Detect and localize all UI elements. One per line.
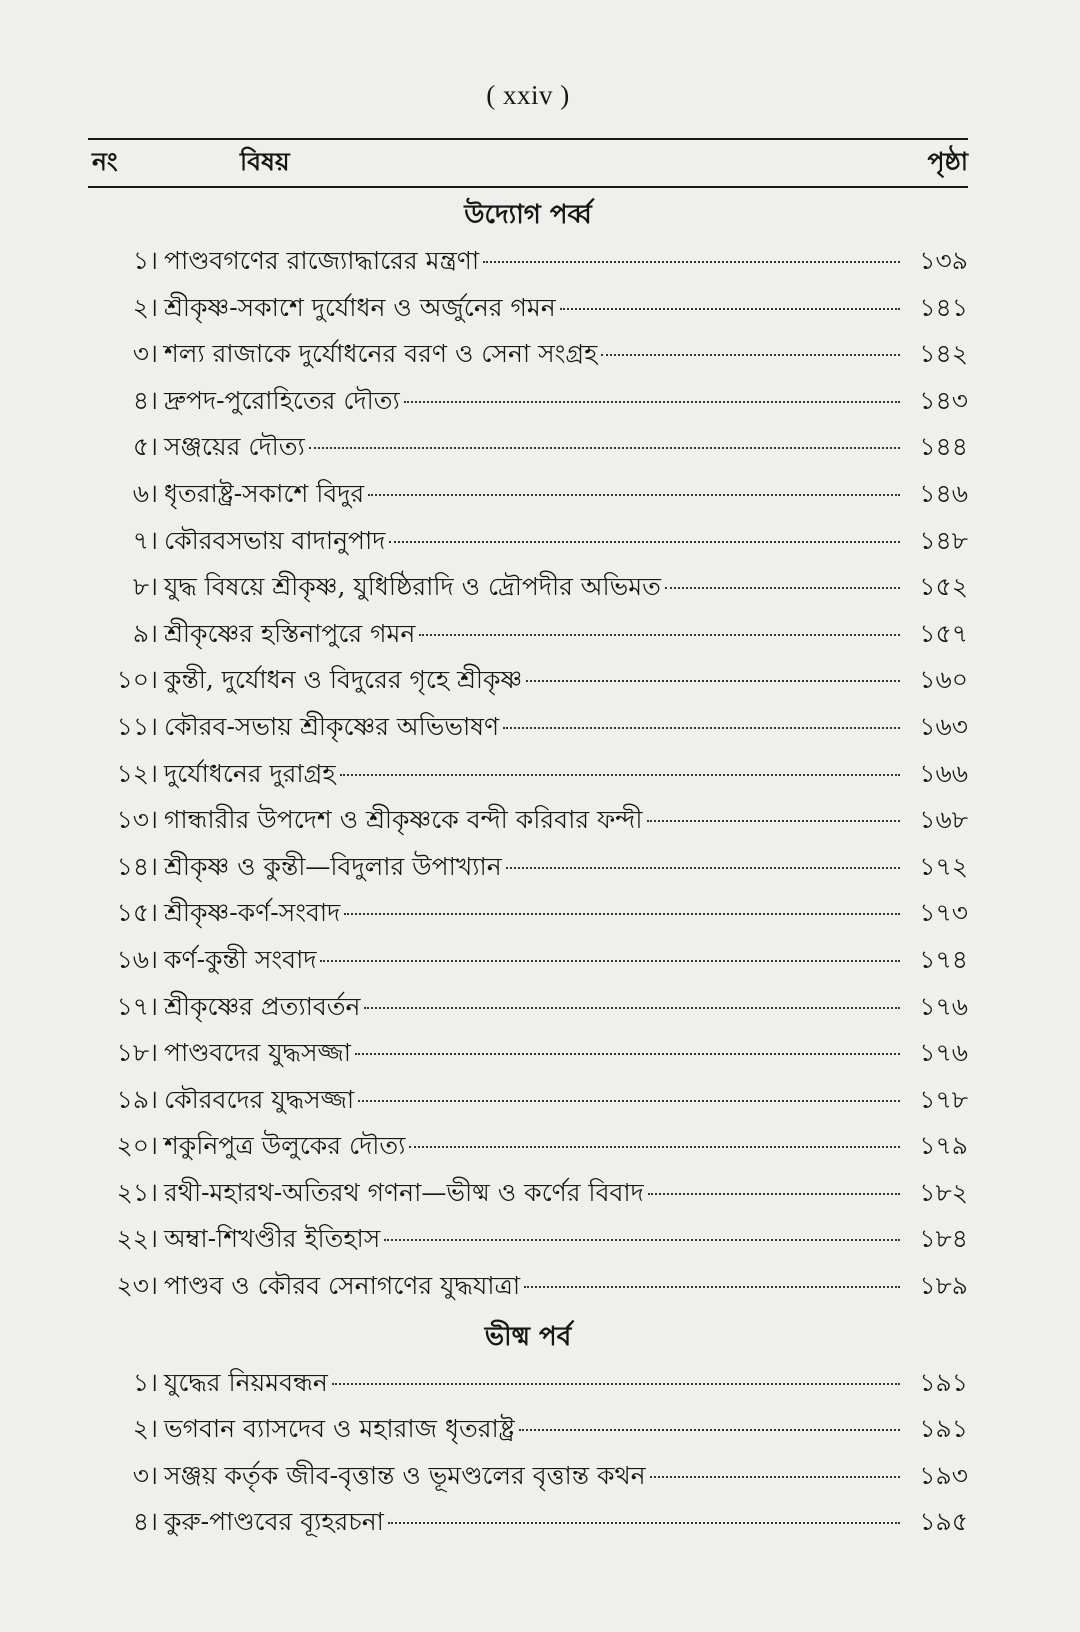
section-title: ভীষ্ম পর্ব [484,1321,572,1352]
entry-page: ১৬৬ [919,758,968,788]
dot-leader [524,1286,900,1288]
toc-entry [88,1077,968,1124]
entry-page: ১৭৩ [919,898,968,928]
dot-leader [388,1522,900,1524]
dot-leader [506,867,900,869]
entry-page: ১৫২ [919,572,968,602]
toc-entry [88,1123,968,1170]
section-title: উদ্যোগ পর্ব্ব [464,200,592,230]
toc-entry [88,1406,968,1453]
entry-number: ৪। [132,1507,158,1537]
dot-leader [483,261,900,263]
toc-entry [88,564,968,611]
dot-leader [368,494,900,496]
dot-leader [560,308,900,310]
toc-entry [88,797,968,844]
entry-number: ১৬। [116,944,158,974]
entry-title: শল্য রাজাকে দুর্যোধনের বরণ ও সেনা সংগ্রহ [164,339,598,369]
entry-page: ১৯১ [919,1414,968,1444]
entry-title: শ্রীকৃষ্ণের প্রত্যাবর্তন [164,991,361,1021]
entry-title: পাণ্ডবদের যুদ্ধসজ্জা [164,1038,351,1068]
entry-number: ১০। [116,665,158,695]
entry-page: ১৪৩ [919,385,968,415]
dot-leader [364,1007,900,1009]
header-subject: বিষয় [240,146,290,176]
entry-page: ১৯৩ [919,1460,968,1490]
entry-number: ৩। [132,1460,158,1490]
entry-title: কুন্তী, দুর্যোধন ও বিদুরের গৃহে শ্রীকৃষ্ণ [164,665,523,695]
entry-title: দ্রুপদ-পুরোহিতের দৌত্য [164,385,400,415]
entry-page: ১৪৪ [919,432,968,462]
entry-title: দুর্যোধনের দুরাগ্রহ [164,758,336,788]
entry-title: সঞ্জয়ের দৌত্য [164,432,305,462]
entry-title: ভগবান ব্যাসদেব ও মহারাজ ধৃতরাষ্ট্র [164,1414,515,1444]
toc-header [88,140,968,186]
dot-leader [358,1100,900,1102]
entry-page: ১৭৪ [919,944,968,974]
entry-number: ২০। [116,1131,158,1161]
entry-page: ১৯১ [919,1367,968,1397]
entry-title: কৌরবদের যুদ্ধসজ্জা [164,1084,355,1114]
entry-number: ৬। [132,478,158,508]
toc-entry [88,331,968,378]
entry-number: ২২। [116,1224,158,1254]
entry-page: ১৪৬ [919,478,968,508]
dot-leader [665,587,900,589]
entry-title: কৌরব-সভায় শ্রীকৃষ্ণের অভিভাষণ [164,711,500,741]
entry-title: শ্রীকৃষ্ণ-কর্ণ-সংবাদ [164,898,341,928]
entry-number: ১৮। [116,1038,158,1068]
dot-leader [419,634,900,636]
entry-page: ১৮৯ [919,1271,968,1301]
toc-entry [88,285,968,332]
toc-entry [88,890,968,937]
entry-number: ২। [132,292,158,322]
entry-title: পাণ্ডব ও কৌরব সেনাগণের যুদ্ধযাত্রা [164,1271,521,1301]
entry-page: ১৪৮ [919,525,968,555]
entry-page: ১৯৫ [919,1507,968,1537]
dot-leader [389,541,900,543]
toc-entry [88,1170,968,1217]
entry-page: ১৭৮ [919,1084,968,1114]
page-number: ( xxiv ) [486,80,570,110]
toc-entry [88,1263,968,1310]
header-bottom-rule [88,186,968,188]
dot-leader [309,447,900,449]
entry-number: ৩। [132,339,158,369]
entry-page: ১৬৩ [919,711,968,741]
toc-entry [88,1216,968,1263]
dot-leader [519,1429,900,1431]
entry-number: ৪। [132,385,158,415]
entry-number: ১১। [116,711,158,741]
dot-leader [601,354,900,356]
entry-number: ১৩। [116,805,158,835]
entry-page: ১৮৪ [919,1224,968,1254]
dot-leader [647,820,900,822]
toc-entry [88,1030,968,1077]
toc-entry [88,1499,968,1546]
entry-number: ১২। [116,758,158,788]
entry-page: ১৫৭ [919,618,968,648]
entry-number: ৮। [132,572,158,602]
entry-number: ১৫। [116,898,158,928]
entry-number: ৭। [132,525,158,555]
toc-entry [88,937,968,984]
entry-number: ২। [132,1414,158,1444]
entry-page: ১৭৯ [919,1131,968,1161]
dot-leader [503,727,900,729]
toc-entry [88,518,968,565]
entry-page: ১৭৬ [919,991,968,1021]
entry-title: ধৃতরাষ্ট্র-সকাশে বিদুর [164,478,365,508]
entry-page: ১৬৮ [919,805,968,835]
entry-number: ১। [132,1367,158,1397]
toc-entry [88,471,968,518]
header-number: নং [92,146,118,176]
entry-page: ১৪২ [919,339,968,369]
entry-title: অম্বা-শিখণ্ডীর ইতিহাস [164,1224,381,1254]
entry-title: গান্ধারীর উপদেশ ও শ্রীকৃষ্ণকে বন্দী করিবার ফন্দী [164,805,643,835]
entry-page: ১৬০ [919,665,968,695]
entry-title: সঞ্জয় কর্তৃক জীব-বৃত্তান্ত ও ভূমণ্ডলের বৃত্তান্ত কথন [164,1460,646,1490]
entry-page: ১৩৯ [919,246,968,275]
entry-title: রথী-মহারথ-অতিরথ গণনা—ভীষ্ম ও কর্ণের বিবাদ [164,1177,644,1207]
entry-title: শকুনিপুত্র উলুকের দৌত্য [164,1131,406,1161]
entry-title: শ্রীকৃষ্ণ-সকাশে দুর্যোধন ও অর্জুনের গমন [164,292,556,322]
dot-leader [404,401,900,403]
dot-leader [526,680,900,682]
toc-entry [88,378,968,425]
toc-entry [88,844,968,891]
entry-number: ১৯। [116,1084,158,1114]
header-page: পৃষ্ঠা [927,146,968,176]
toc-body [88,192,968,1546]
entry-page: ১৭২ [919,851,968,881]
entry-title: কর্ণ-কুন্তী সংবাদ [164,944,317,974]
dot-leader [340,774,900,776]
dot-leader [648,1193,900,1195]
toc-entry [88,751,968,798]
toc-entry [88,1360,968,1407]
dot-leader [409,1146,900,1148]
dot-leader [384,1239,900,1241]
dot-leader [320,960,900,962]
toc-entry [88,424,968,471]
entry-number: ১৪। [116,851,158,881]
dot-leader [332,1383,900,1385]
entry-number: ৯। [132,618,158,648]
entry-title: শ্রীকৃষ্ণের হস্তিনাপুরে গমন [164,618,416,648]
entry-title: কৌরবসভায় বাদানুপাদ [164,525,386,555]
entry-title: যুদ্ধ বিষয়ে শ্রীকৃষ্ণ, যুধিষ্ঠিরাদি ও দ্রৌপদীর অভিমত [164,572,661,602]
dot-leader [650,1476,900,1478]
toc-entry [88,704,968,751]
dot-leader [344,913,900,915]
entry-number: ২৩। [116,1271,158,1301]
entry-number: ২১। [116,1177,158,1207]
toc-entry [88,238,968,285]
entry-title: যুদ্ধের নিয়মবন্ধন [164,1367,328,1397]
dot-leader [355,1053,900,1055]
toc-entry [88,611,968,658]
entry-title: শ্রীকৃষ্ণ ও কুন্তী—বিদুলার উপাখ্যান [164,851,502,881]
entry-page: ১৪১ [919,292,968,322]
entry-title: কুরু-পাণ্ডবের ব্যূহরচনা [164,1507,384,1537]
entry-page: ১৮২ [919,1177,968,1207]
entry-title: পাণ্ডবগণের রাজ্যোদ্ধারের মন্ত্রণা [164,246,480,275]
toc-entry [88,1453,968,1500]
entry-page: ১৭৬ [919,1038,968,1068]
toc-entry [88,657,968,704]
entry-number: ১। [132,246,158,275]
entry-number: ৫। [132,432,158,462]
entry-number: ১৭। [116,991,158,1021]
toc-entry [88,984,968,1031]
